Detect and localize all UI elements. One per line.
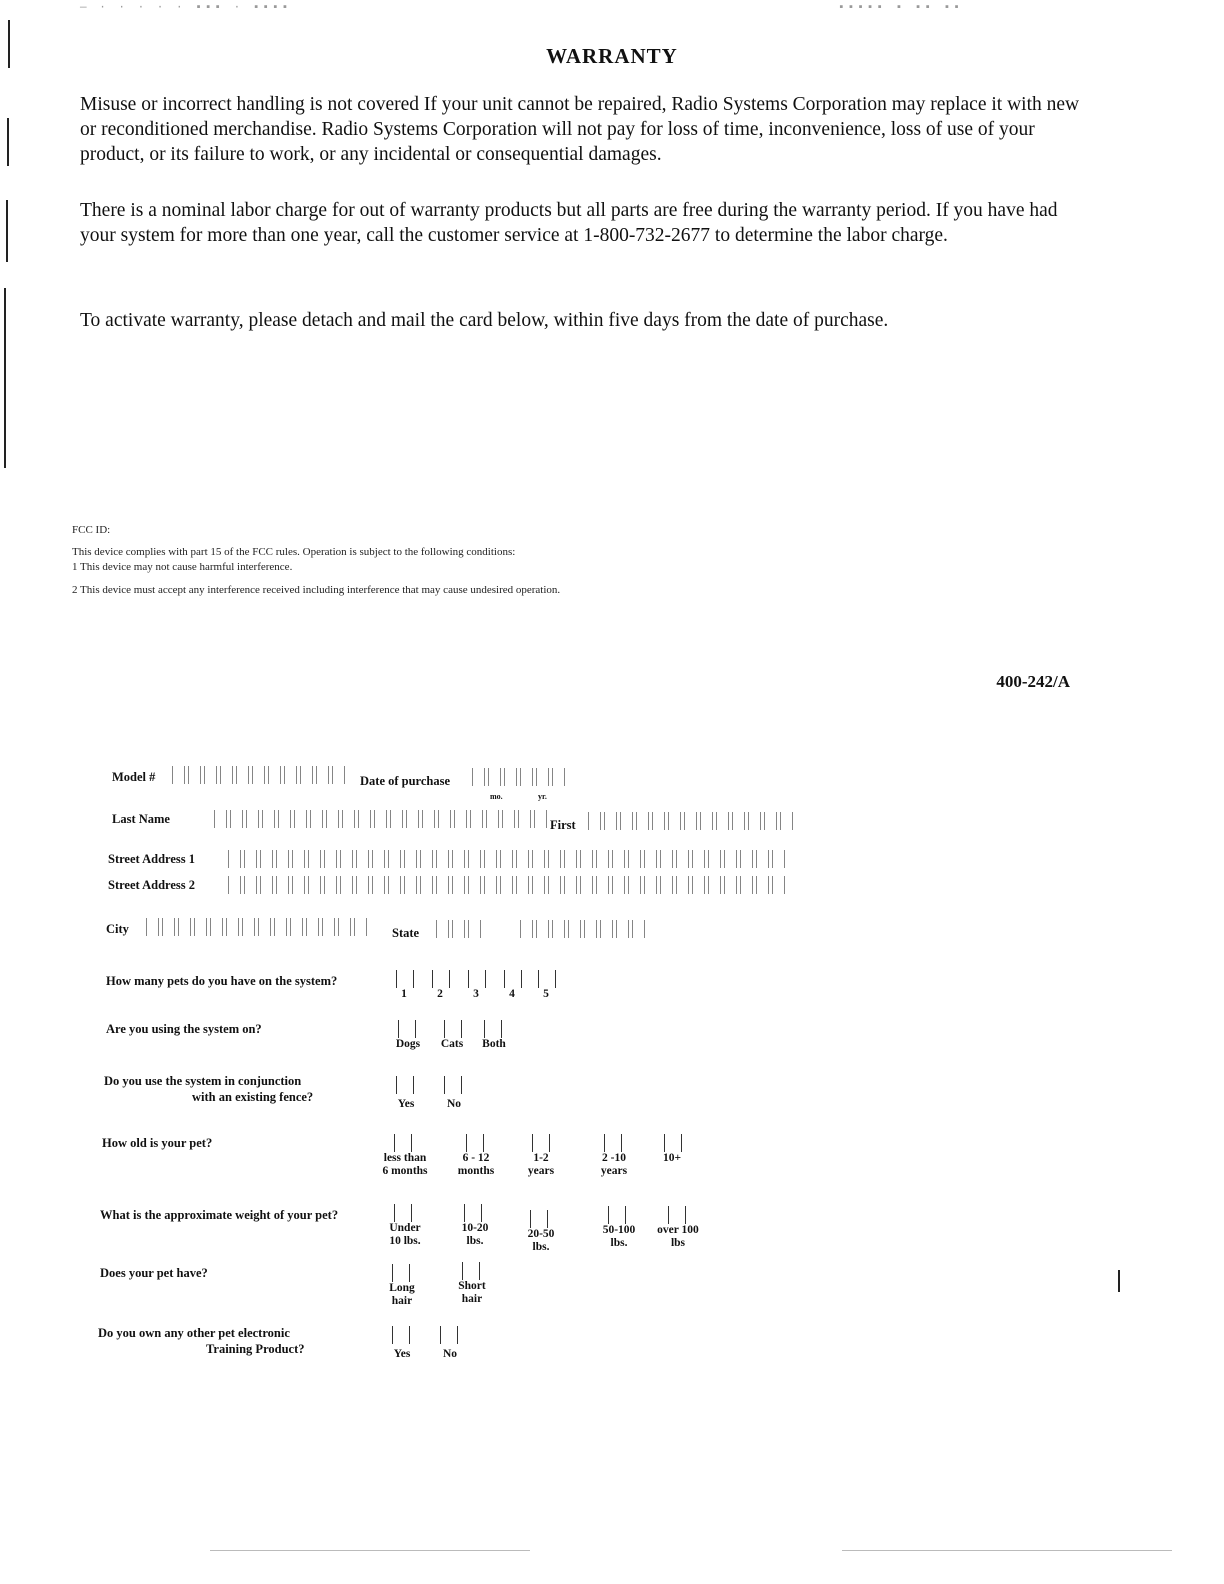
- last-name-box[interactable]: [262, 810, 275, 828]
- street2-box[interactable]: [404, 876, 417, 894]
- using-option-dogs[interactable]: [390, 1020, 426, 1051]
- street1-box[interactable]: [740, 850, 753, 868]
- weight-option-over-100[interactable]: [648, 1206, 708, 1250]
- margin-mark: [7, 118, 9, 166]
- street1-box[interactable]: [772, 850, 785, 868]
- option-label: over 100: [657, 1224, 699, 1236]
- model-box[interactable]: [300, 766, 313, 784]
- street1-box[interactable]: [628, 850, 641, 868]
- option-label: 50-100: [602, 1224, 636, 1236]
- street2-box[interactable]: [628, 876, 641, 894]
- street1-box[interactable]: [452, 850, 465, 868]
- option-label: 5: [543, 988, 549, 1000]
- warranty-paragraph-2: There is a nominal labor charge for out of warranty products but all parts are free during the warranty period. If you have had your system for more than one year, call the customer service at 1-800-732-2677 to determine the labor charge.: [80, 200, 1058, 246]
- city-box[interactable]: [338, 918, 351, 936]
- checkbox[interactable]: [466, 1134, 484, 1152]
- street1-box[interactable]: [548, 850, 561, 868]
- option-label-line-2: months: [457, 1165, 495, 1177]
- first-name-box[interactable]: [732, 812, 745, 830]
- date-box[interactable]: [504, 768, 517, 786]
- zip-box[interactable]: [584, 920, 597, 938]
- question-other-product-line-2: Training Product?: [206, 1342, 305, 1356]
- checkbox[interactable]: [394, 1204, 412, 1222]
- question-pet-weight: What is the approximate weight of your pet?: [100, 1208, 339, 1222]
- street2-box[interactable]: [644, 876, 657, 894]
- checkbox[interactable]: [396, 1076, 414, 1094]
- street1-box[interactable]: [260, 850, 273, 868]
- hair-option-long[interactable]: [382, 1264, 422, 1308]
- street-address-1-label: Street Address 1: [108, 852, 196, 866]
- option-label: No: [446, 1098, 462, 1110]
- last-name-input-boxes[interactable]: [214, 810, 547, 828]
- street1-box[interactable]: [468, 850, 481, 868]
- option-label-line-2: lbs: [670, 1237, 686, 1249]
- street-address-2-input-boxes[interactable]: [228, 876, 785, 894]
- option-label: Long: [389, 1282, 415, 1294]
- city-box[interactable]: [306, 918, 319, 936]
- age-option-2-10-years[interactable]: [588, 1134, 640, 1178]
- city-box[interactable]: [146, 918, 159, 936]
- option-label: 10-20: [461, 1222, 489, 1234]
- city-label: City: [106, 922, 129, 936]
- street2-box[interactable]: [388, 876, 401, 894]
- street1-box[interactable]: [276, 850, 289, 868]
- margin-mark: [4, 288, 6, 468]
- pets-option-2[interactable]: [432, 970, 456, 1001]
- option-label-line-2: years: [600, 1165, 628, 1177]
- street1-box[interactable]: [372, 850, 385, 868]
- street2-box[interactable]: [228, 876, 241, 894]
- option-label: Under: [389, 1222, 421, 1234]
- other-option-yes[interactable]: [386, 1326, 418, 1361]
- option-label: 1-2: [533, 1152, 549, 1164]
- street1-box[interactable]: [228, 850, 241, 868]
- weight-option-under-10[interactable]: [380, 1204, 430, 1248]
- option-label: Cats: [440, 1038, 464, 1050]
- last-name-box[interactable]: [294, 810, 307, 828]
- option-label-line-2: lbs.: [532, 1241, 550, 1253]
- checkbox[interactable]: [398, 1020, 416, 1038]
- checkbox[interactable]: [464, 1204, 482, 1222]
- street2-box[interactable]: [420, 876, 433, 894]
- option-label: 2: [437, 988, 443, 1000]
- street1-box[interactable]: [564, 850, 577, 868]
- zip-box[interactable]: [552, 920, 565, 938]
- last-name-box[interactable]: [502, 810, 515, 828]
- street2-box[interactable]: [324, 876, 337, 894]
- street2-box[interactable]: [596, 876, 609, 894]
- fence-option-no[interactable]: [438, 1076, 470, 1111]
- zip-box[interactable]: [616, 920, 629, 938]
- model-box[interactable]: [332, 766, 345, 784]
- checkbox[interactable]: [462, 1262, 480, 1280]
- checkbox[interactable]: [396, 970, 414, 988]
- checkbox[interactable]: [392, 1264, 410, 1282]
- using-option-both[interactable]: [476, 1020, 512, 1051]
- street1-box[interactable]: [756, 850, 769, 868]
- street1-box[interactable]: [580, 850, 593, 868]
- checkbox[interactable]: [530, 1210, 548, 1228]
- city-box[interactable]: [194, 918, 207, 936]
- state-label: State: [392, 926, 420, 940]
- option-label: 1: [401, 988, 407, 1000]
- option-label-line-2: hair: [461, 1293, 483, 1305]
- pets-option-1[interactable]: [396, 970, 420, 1001]
- option-label: Yes: [393, 1348, 411, 1360]
- last-name-box[interactable]: [246, 810, 259, 828]
- city-box[interactable]: [226, 918, 239, 936]
- checkbox[interactable]: [444, 1076, 462, 1094]
- street2-box[interactable]: [372, 876, 385, 894]
- margin-mark: [6, 200, 8, 262]
- date-box[interactable]: [472, 768, 485, 786]
- age-option-less-than-6-months[interactable]: [374, 1134, 436, 1178]
- margin-mark: [1118, 1270, 1120, 1292]
- street2-box[interactable]: [340, 876, 353, 894]
- street1-box[interactable]: [516, 850, 529, 868]
- checkbox[interactable]: [538, 970, 556, 988]
- street2-box[interactable]: [452, 876, 465, 894]
- first-name-box[interactable]: [620, 812, 633, 830]
- model-box[interactable]: [220, 766, 233, 784]
- checkbox[interactable]: [468, 970, 486, 988]
- bottom-scan-line: [210, 1550, 530, 1551]
- street1-box[interactable]: [308, 850, 321, 868]
- question-pet-type: Are you using the system on?: [106, 1022, 262, 1036]
- fcc-line-3: 2 This device must accept any interference received including interference that may cause undesired operation.: [72, 584, 561, 596]
- option-label: Both: [482, 1038, 506, 1050]
- street2-box[interactable]: [468, 876, 481, 894]
- fcc-heading: FCC ID:: [72, 524, 111, 536]
- street2-box[interactable]: [692, 876, 705, 894]
- street-address-1-input-boxes[interactable]: [228, 850, 785, 868]
- first-name-box[interactable]: [588, 812, 601, 830]
- checkbox[interactable]: [608, 1206, 626, 1224]
- model-box[interactable]: [252, 766, 265, 784]
- last-name-box[interactable]: [470, 810, 483, 828]
- option-label-line-2: 6 months: [382, 1165, 428, 1177]
- street1-box[interactable]: [420, 850, 433, 868]
- last-name-box[interactable]: [486, 810, 499, 828]
- street1-box[interactable]: [644, 850, 657, 868]
- city-box[interactable]: [290, 918, 303, 936]
- first-name-box[interactable]: [748, 812, 761, 830]
- header-scan-noise-right: ▪▪▪▪▪ ▪ ▪▪ ▪▪: [838, 2, 963, 14]
- street1-box[interactable]: [340, 850, 353, 868]
- street1-box[interactable]: [596, 850, 609, 868]
- checkbox[interactable]: [392, 1326, 410, 1344]
- street2-box[interactable]: [260, 876, 273, 894]
- street2-box[interactable]: [548, 876, 561, 894]
- last-name-label: Last Name: [112, 812, 170, 826]
- last-name-box[interactable]: [454, 810, 467, 828]
- option-label-line-2: lbs.: [610, 1237, 628, 1249]
- zip-box[interactable]: [568, 920, 581, 938]
- option-label: 6 - 12: [462, 1152, 490, 1164]
- street1-box[interactable]: [532, 850, 545, 868]
- checkbox[interactable]: [532, 1134, 550, 1152]
- checkbox[interactable]: [664, 1134, 682, 1152]
- street1-box[interactable]: [324, 850, 337, 868]
- first-name-box[interactable]: [668, 812, 681, 830]
- zip-box[interactable]: [536, 920, 549, 938]
- street2-box[interactable]: [308, 876, 321, 894]
- first-name-box[interactable]: [764, 812, 777, 830]
- model-input-boxes[interactable]: [172, 766, 345, 784]
- zip-box[interactable]: [600, 920, 613, 938]
- city-box[interactable]: [178, 918, 191, 936]
- first-name-box[interactable]: [684, 812, 697, 830]
- question-pet-age: How old is your pet?: [102, 1136, 213, 1150]
- street1-box[interactable]: [708, 850, 721, 868]
- street2-box[interactable]: [356, 876, 369, 894]
- street2-box[interactable]: [676, 876, 689, 894]
- city-box[interactable]: [274, 918, 287, 936]
- state-box[interactable]: [436, 920, 449, 938]
- street2-box[interactable]: [564, 876, 577, 894]
- city-box[interactable]: [210, 918, 223, 936]
- street2-box[interactable]: [660, 876, 673, 894]
- header-scan-noise-left: — · · · · · ▪▪▪ · ▪▪▪▪: [80, 2, 292, 14]
- street1-box[interactable]: [404, 850, 417, 868]
- checkbox[interactable]: [504, 970, 522, 988]
- option-label: Yes: [397, 1098, 415, 1110]
- pets-option-5[interactable]: [538, 970, 562, 1001]
- question-other-product-line-1: Do you own any other pet electronic: [98, 1326, 290, 1340]
- city-input-boxes[interactable]: [146, 918, 367, 936]
- last-name-box[interactable]: [230, 810, 243, 828]
- date-box[interactable]: [488, 768, 501, 786]
- option-label-line-2: 10 lbs.: [389, 1235, 421, 1247]
- question-fence-line-1: Do you use the system in conjunction: [104, 1074, 302, 1088]
- option-label: 4: [509, 988, 515, 1000]
- state-box[interactable]: [452, 920, 465, 938]
- option-label-line-2: hair: [391, 1295, 413, 1307]
- last-name-box[interactable]: [358, 810, 371, 828]
- street1-box[interactable]: [388, 850, 401, 868]
- first-name-label: First: [550, 818, 576, 832]
- state-box[interactable]: [468, 920, 481, 938]
- hair-option-short[interactable]: [450, 1262, 494, 1306]
- street2-box[interactable]: [500, 876, 513, 894]
- street2-box[interactable]: [532, 876, 545, 894]
- street2-box[interactable]: [772, 876, 785, 894]
- state-input-boxes[interactable]: [436, 920, 481, 938]
- last-name-box[interactable]: [326, 810, 339, 828]
- checkbox[interactable]: [484, 1020, 502, 1038]
- date-input-boxes[interactable]: [472, 768, 565, 786]
- street2-box[interactable]: [724, 876, 737, 894]
- date-box[interactable]: [520, 768, 533, 786]
- date-of-purchase-label: Date of purchase: [360, 774, 451, 788]
- fcc-line-1: This device complies with part 15 of the FCC rules. Operation is subject to the following conditions:: [72, 546, 516, 558]
- model-label: Model #: [112, 770, 156, 784]
- street2-box[interactable]: [436, 876, 449, 894]
- first-name-input-boxes[interactable]: [588, 812, 793, 830]
- first-name-box[interactable]: [716, 812, 729, 830]
- last-name-box[interactable]: [406, 810, 419, 828]
- first-name-box[interactable]: [700, 812, 713, 830]
- option-label: 10+: [662, 1152, 682, 1164]
- fcc-line-2: 1 This device may not cause harmful interference.: [72, 561, 293, 573]
- city-box[interactable]: [354, 918, 367, 936]
- question-fence-line-2: with an existing fence?: [192, 1090, 314, 1104]
- last-name-box[interactable]: [422, 810, 435, 828]
- city-box[interactable]: [242, 918, 255, 936]
- checkbox[interactable]: [432, 970, 450, 988]
- option-label: less than: [383, 1152, 427, 1164]
- model-box[interactable]: [188, 766, 201, 784]
- age-option-6-12-months[interactable]: [446, 1134, 506, 1178]
- last-name-box[interactable]: [374, 810, 387, 828]
- checkbox[interactable]: [668, 1206, 686, 1224]
- street2-box[interactable]: [708, 876, 721, 894]
- weight-option-10-20[interactable]: [450, 1204, 500, 1248]
- pets-option-4[interactable]: [504, 970, 528, 1001]
- last-name-box[interactable]: [278, 810, 291, 828]
- street1-box[interactable]: [356, 850, 369, 868]
- checkbox[interactable]: [394, 1134, 412, 1152]
- option-label: 2 -10: [602, 1152, 626, 1164]
- checkbox[interactable]: [440, 1326, 458, 1344]
- zip-box[interactable]: [520, 920, 533, 938]
- street1-box[interactable]: [436, 850, 449, 868]
- age-option-1-2-years[interactable]: [516, 1134, 566, 1178]
- city-box[interactable]: [258, 918, 271, 936]
- date-box[interactable]: [536, 768, 549, 786]
- last-name-box[interactable]: [342, 810, 355, 828]
- first-name-box[interactable]: [604, 812, 617, 830]
- warranty-paragraph-3: To activate warranty, please detach and mail the card below, within five days from the date of purchase.: [80, 310, 889, 331]
- option-label: 20-50: [527, 1228, 555, 1240]
- street1-box[interactable]: [660, 850, 673, 868]
- first-name-box[interactable]: [652, 812, 665, 830]
- form-code: 400-242/A: [996, 672, 1070, 691]
- street1-box[interactable]: [292, 850, 305, 868]
- last-name-box[interactable]: [310, 810, 323, 828]
- first-name-box[interactable]: [780, 812, 793, 830]
- weight-option-50-100[interactable]: [592, 1206, 646, 1250]
- date-box[interactable]: [552, 768, 565, 786]
- street2-box[interactable]: [516, 876, 529, 894]
- street1-box[interactable]: [612, 850, 625, 868]
- page-title: WARRANTY: [546, 44, 678, 68]
- street1-box[interactable]: [724, 850, 737, 868]
- date-year-caption: yr.: [538, 792, 547, 801]
- zip-input-boxes[interactable]: [520, 920, 645, 938]
- model-box[interactable]: [284, 766, 297, 784]
- city-box[interactable]: [162, 918, 175, 936]
- option-label-line-2: lbs.: [466, 1235, 484, 1247]
- model-box[interactable]: [316, 766, 329, 784]
- street2-box[interactable]: [484, 876, 497, 894]
- checkbox[interactable]: [604, 1134, 622, 1152]
- street1-box[interactable]: [244, 850, 257, 868]
- model-box[interactable]: [204, 766, 217, 784]
- fence-option-yes[interactable]: [390, 1076, 422, 1111]
- option-label: Dogs: [395, 1038, 421, 1050]
- last-name-box[interactable]: [518, 810, 531, 828]
- street2-box[interactable]: [292, 876, 305, 894]
- last-name-box[interactable]: [390, 810, 403, 828]
- warranty-paragraph-1: Misuse or incorrect handling is not covered If your unit cannot be repaired, Radio Systems Corporation may replace it with new or reconditioned merchandise. Radio Systems Corporation will not pay for loss of time, inconvenience, loss of use of your product, or its failure to work, or any incidental or consequential damages.: [80, 94, 1080, 165]
- street2-box[interactable]: [756, 876, 769, 894]
- option-label: Short: [458, 1280, 486, 1292]
- age-option-10-plus[interactable]: [650, 1134, 694, 1165]
- street2-box[interactable]: [244, 876, 257, 894]
- bottom-scan-line: [842, 1550, 1172, 1551]
- model-box[interactable]: [268, 766, 281, 784]
- first-name-box[interactable]: [636, 812, 649, 830]
- checkbox[interactable]: [444, 1020, 462, 1038]
- date-month-caption: mo.: [490, 792, 503, 801]
- option-label: 3: [473, 988, 479, 1000]
- other-option-no[interactable]: [434, 1326, 466, 1361]
- street2-box[interactable]: [740, 876, 753, 894]
- street1-box[interactable]: [484, 850, 497, 868]
- model-box[interactable]: [236, 766, 249, 784]
- zip-box[interactable]: [632, 920, 645, 938]
- question-pet-hair: Does your pet have?: [100, 1266, 208, 1280]
- street2-box[interactable]: [276, 876, 289, 894]
- question-number-of-pets: How many pets do you have on the system?: [106, 974, 338, 988]
- city-box[interactable]: [322, 918, 335, 936]
- last-name-box[interactable]: [534, 810, 547, 828]
- street1-box[interactable]: [500, 850, 513, 868]
- model-box[interactable]: [172, 766, 185, 784]
- using-option-cats[interactable]: [436, 1020, 468, 1051]
- street1-box[interactable]: [676, 850, 689, 868]
- street1-box[interactable]: [692, 850, 705, 868]
- weight-option-20-50[interactable]: [516, 1210, 566, 1254]
- street2-box[interactable]: [612, 876, 625, 894]
- street-address-2-label: Street Address 2: [108, 878, 196, 892]
- pets-option-3[interactable]: [468, 970, 492, 1001]
- option-label-line-2: years: [527, 1165, 555, 1177]
- street2-box[interactable]: [580, 876, 593, 894]
- last-name-box[interactable]: [438, 810, 451, 828]
- last-name-box[interactable]: [214, 810, 227, 828]
- option-label: No: [442, 1348, 458, 1360]
